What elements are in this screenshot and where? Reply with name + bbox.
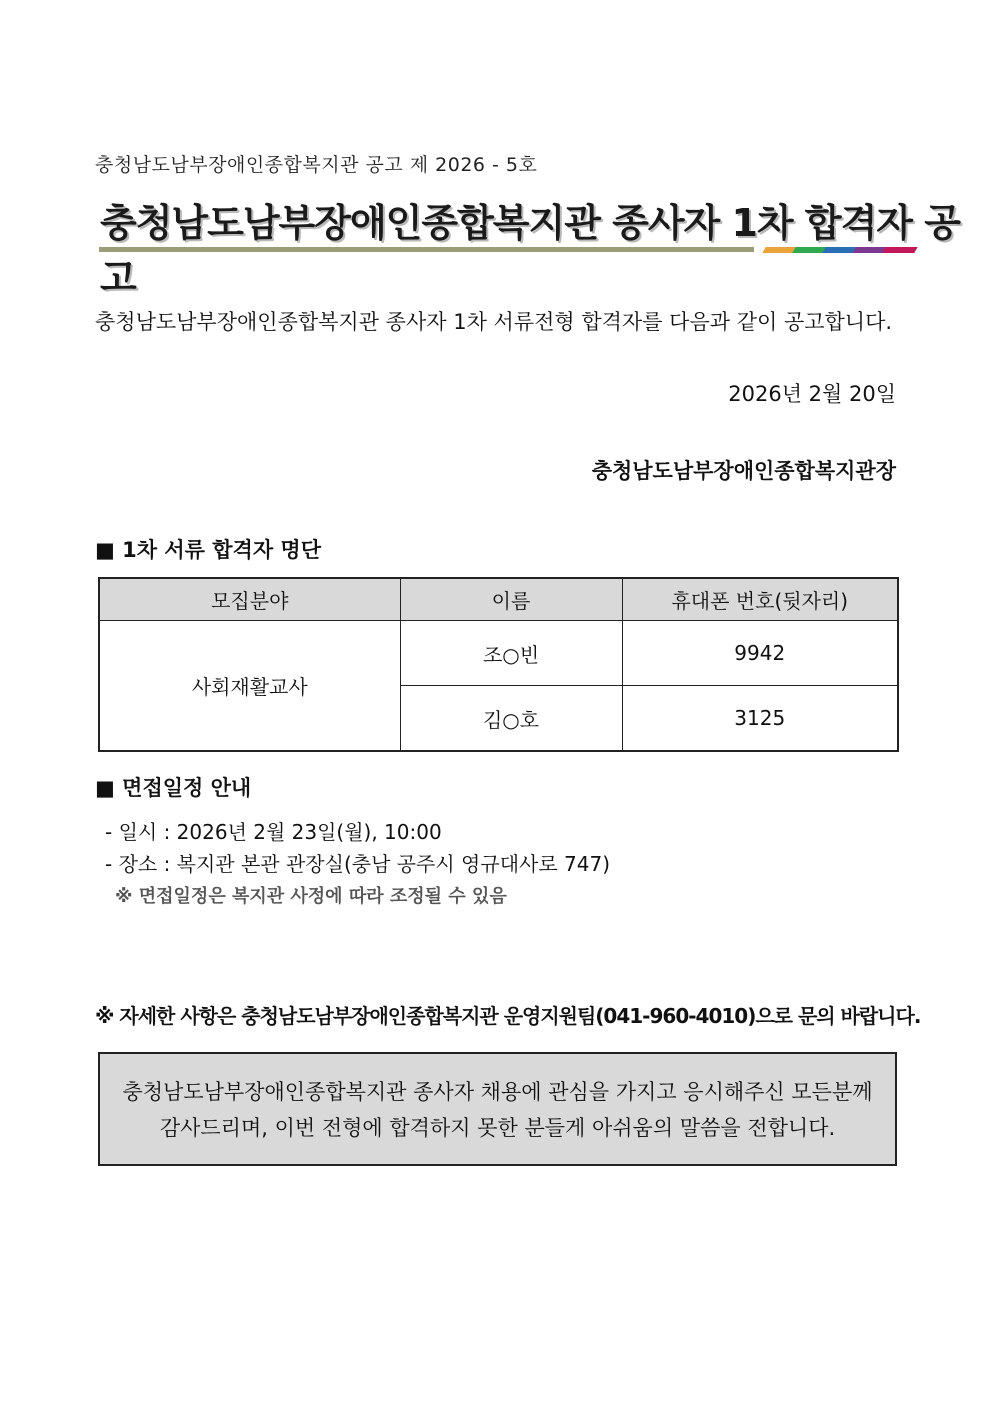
interview-location: - 장소 : 복지관 본관 관장실(충남 공주시 영규대사로 747) [105, 852, 610, 876]
column-header-name: 이름 [400, 578, 622, 621]
phone-cell: 9942 [622, 621, 898, 686]
intro-text: 충청남도남부장애인종합복지관 종사자 1차 서류전형 합격자를 다음과 같이 공고합니다. [95, 310, 893, 334]
closing-line-1: 충청남도남부장애인종합복지관 종사자 채용에 관심을 가지고 응시해주신 모든분께 [122, 1080, 873, 1104]
title-bar-stripe-5 [882, 247, 917, 253]
column-header-phone: 휴대폰 번호(뒷자리) [622, 578, 898, 621]
signer: 충청남도남부장애인종합복지관장 [591, 459, 896, 483]
section-heading-passed-list: ■ 1차 서류 합격자 명단 [95, 538, 321, 562]
passed-applicants-table [98, 577, 899, 752]
name-cell: 김○호 [400, 686, 622, 752]
column-header-field: 모집분야 [99, 578, 400, 621]
notice-date: 2026년 2월 20일 [728, 382, 896, 406]
closing-message-box [98, 1052, 897, 1166]
interview-note: ※ 면접일정은 복지관 사정에 따라 조정될 수 있음 [115, 886, 507, 907]
name-cell: 조○빈 [400, 621, 622, 686]
table-row [99, 621, 898, 686]
notice-number: 충청남도남부장애인종합복지관 공고 제 2026 - 5호 [95, 154, 538, 176]
page-title: 충청남도남부장애인종합복지관 종사자 1차 합격자 공고 [100, 201, 960, 300]
title-underline-bar [99, 247, 916, 253]
section-heading-interview: ■ 면접일정 안내 [95, 776, 252, 800]
field-cell: 사회재활교사 [99, 621, 400, 752]
phone-cell: 3125 [622, 686, 898, 752]
interview-datetime: - 일시 : 2026년 2월 23일(월), 10:00 [105, 820, 442, 844]
closing-line-2: 감사드리며, 이번 전형에 합격하지 못한 분들게 아쉬움의 말씀을 전합니다. [159, 1116, 836, 1140]
contact-note: ※ 자세한 사항은 충청남도남부장애인종합복지관 운영지원팀(041-960-4010)으로 문의 바랍니다. [95, 1004, 921, 1028]
title-bar-olive [99, 247, 754, 252]
table-header-row [99, 578, 898, 621]
